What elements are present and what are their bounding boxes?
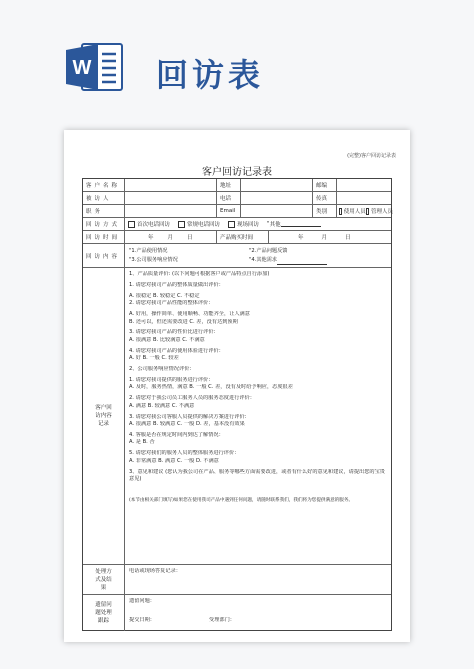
record-line: 1、产品质量评价: (以下问题可根据客户或产品特点自行添加) (129, 271, 270, 277)
form-row-customer (83, 179, 391, 192)
category-label: 类别 (313, 205, 337, 217)
method-options (125, 218, 393, 230)
tracking-field[interactable] (125, 595, 391, 631)
zip-label: 邮编 (313, 179, 337, 191)
handling-label: 处理方式及结果 (83, 565, 125, 594)
record-line: 3、意见和建议 (您认为我公司在产品、服务等哪些方面需要改进，或者有什么好的意见和建议，请提出您的宝贵意见) (129, 468, 385, 482)
word-document-icon (64, 40, 126, 94)
visit-date-field[interactable] (125, 231, 217, 243)
record-line: A. 很满意 B. 较满意 C. 一般 D. 差，基本没有效果 (129, 421, 245, 427)
record-line: A. 好用，操作简单、使用顺畅、功能齐全，让人满意 (129, 311, 250, 318)
address-label: 地址 (217, 179, 241, 191)
purchase-time-label: 产品购买时间 (217, 231, 269, 243)
first-call-label: 首次电话回访 (137, 222, 171, 228)
customer-name-label: 客户名称 (83, 179, 125, 191)
form-row-content (83, 244, 391, 268)
record-line: A. 很满意 B. 比较满意 C. 不满意 (129, 336, 205, 343)
dept-label: 受理部门： (209, 617, 235, 624)
record-line: 5. 请您对我们的服务人员的整体服务进行评价： (129, 450, 240, 457)
form-row-record (83, 268, 391, 565)
fax-field[interactable] (337, 192, 393, 204)
form-row-handling (83, 565, 391, 595)
content-item-4: "4.其他需求 (249, 256, 327, 265)
tracking-problem: 遗留问题： (129, 598, 155, 604)
regular-call-label: 常规电话回访 (187, 222, 221, 228)
record-line: 3. 请您对我公司客服人员提供的解决方案进行评价： (129, 413, 250, 420)
svg-text:W: W (72, 57, 92, 79)
purchase-date-field[interactable] (269, 231, 393, 243)
other-label: 其他 (269, 222, 281, 228)
record-line: A. 满意 B. 较满意 C. 不满意 (129, 402, 195, 409)
phone-field[interactable] (241, 192, 313, 204)
document-title: 客户回访记录表 (202, 167, 272, 178)
time-label: 回访时间 (83, 231, 125, 243)
user-option-label: 使用人员 (343, 209, 366, 215)
record-label: 客户回访内容记录 (83, 268, 125, 564)
record-line: A. 是 B. 否 (129, 439, 155, 446)
record-line: 2、公司服务响应情况评价： (129, 366, 195, 373)
title-label: 职务 (83, 205, 125, 217)
form-row-tracking (83, 595, 391, 631)
visit-form (82, 178, 392, 631)
record-line: 4. 请您对我司产品的使用体验进行评价： (129, 347, 224, 354)
record-line: A. 及时，服务热情，满意 B. 一般 C. 差，没有及时给予响应，态度很差 (129, 384, 293, 391)
record-line: (本节由相关部门填写)如果您在使用我司产品中遇到任何问题，请随时联系我们，我们将为您提供满意的服务。 (129, 498, 354, 504)
email-label: Email (217, 205, 241, 217)
record-line: 2. 请您对于我公司员工服务人员的服务态度进行评价： (129, 395, 255, 402)
method-label: 回访方式 (83, 218, 125, 230)
first-call-checkbox[interactable] (128, 221, 135, 228)
zip-field[interactable] (337, 179, 393, 191)
onsite-label: 现场回访 (237, 222, 260, 228)
form-row-method (83, 218, 391, 231)
content-item-2: "2.产品问题反馈 (249, 248, 288, 254)
other-marker: " (267, 221, 270, 227)
other-needs-field[interactable] (277, 259, 327, 265)
fax-label: 传真 (313, 192, 337, 204)
visitee-label: 被访人 (83, 192, 125, 204)
manager-option-label: 管理人员 (370, 209, 393, 215)
day2-unit: 日 (345, 235, 351, 241)
record-line: 1. 请您对我司产品的整体质量做出评价： (129, 281, 224, 288)
content-label: 回访内容 (83, 244, 125, 267)
app-header (0, 0, 474, 130)
month2-unit: 月 (321, 235, 328, 241)
category-options (337, 205, 393, 217)
record-line: 1. 请您对我司提供的服务进行评价： (129, 376, 214, 383)
document-page (64, 130, 410, 642)
handling-field[interactable] (125, 565, 391, 594)
month-unit: 月 (167, 235, 174, 241)
content-items (129, 247, 389, 265)
form-row-visitee (83, 192, 391, 205)
record-line: 4. 客服是否在规定时间内到达了解情况： (129, 431, 224, 438)
record-line: A. 非常满意 B. 满意 C. 一般 D. 不满意 (129, 457, 219, 464)
visitee-field[interactable] (125, 192, 217, 204)
content-item-3: "3.公司服务响应情况 (129, 257, 178, 263)
other-field[interactable] (281, 221, 321, 227)
regular-call-checkbox[interactable] (178, 221, 185, 228)
record-line: A. 好 B. 一般 C. 较差 (129, 355, 179, 362)
year-unit: 年 (148, 235, 154, 241)
year2-unit: 年 (298, 235, 304, 241)
address-field[interactable] (241, 179, 313, 191)
form-row-time (83, 231, 391, 244)
record-line: 3. 请您对我司产品的性价比进行评价： (129, 329, 219, 336)
record-line: B. 还可以，但还需要改进 C. 差，没有达到预期 (129, 318, 238, 325)
page-title: 回访表 (156, 56, 265, 94)
onsite-checkbox[interactable] (228, 221, 235, 228)
email-field[interactable] (241, 205, 313, 217)
title-field[interactable] (125, 205, 217, 217)
record-line: A. 很稳定 B. 较稳定 C. 不稳定 (129, 292, 200, 299)
record-content[interactable] (125, 268, 391, 564)
manager-checkbox[interactable] (366, 208, 369, 215)
content-item-1: "1.产品使用情况 (129, 248, 168, 254)
record-line: 2. 请您对我司产品性能的整体评价： (129, 300, 214, 307)
form-row-title (83, 205, 391, 218)
handling-note: 电话或现场答复记录： (129, 568, 181, 574)
submit-date-label: 提交日期： (129, 617, 155, 624)
phone-label: 电话 (217, 192, 241, 204)
user-checkbox[interactable] (339, 208, 342, 215)
customer-name-field[interactable] (125, 179, 217, 191)
day-unit: 日 (187, 235, 193, 241)
tracking-label: 遗留问题处理跟踪 (83, 595, 125, 631)
document-tag: (完整)客户回访记录表 (347, 153, 396, 159)
